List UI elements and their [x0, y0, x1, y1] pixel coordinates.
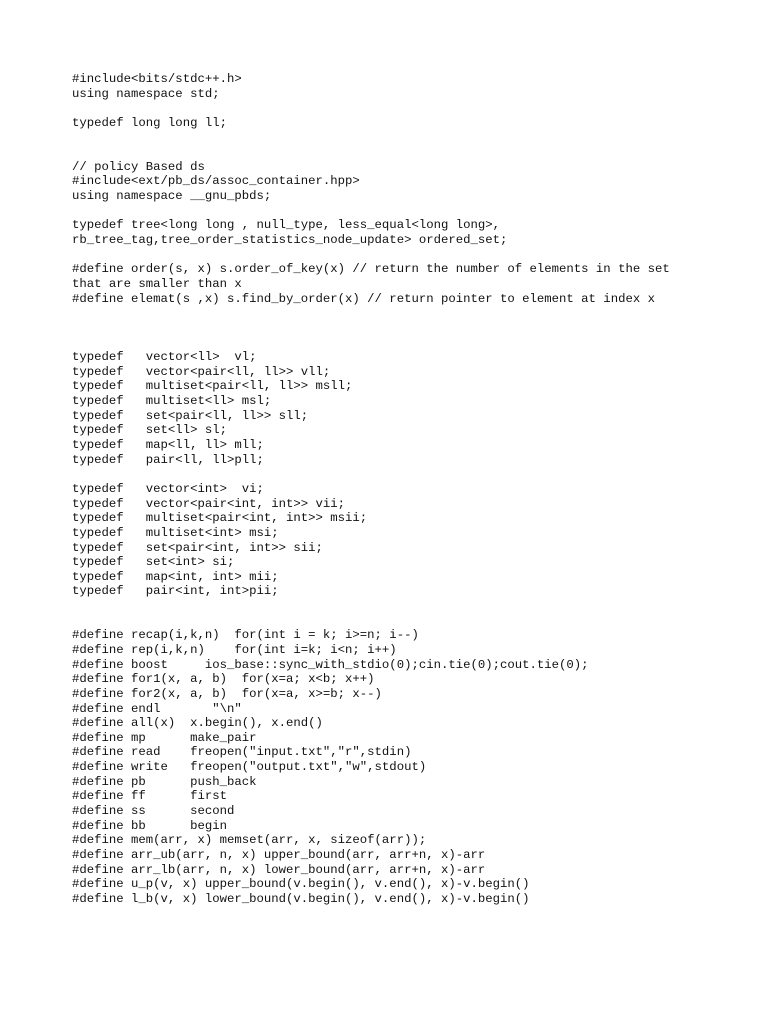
- code-block: [72, 72, 752, 907]
- code-line: [72, 336, 752, 351]
- code-line: #define read freopen("input.txt","r",stdin): [72, 745, 412, 760]
- code-line: typedef tree<long long , null_type, less_equal<long long>,: [72, 218, 501, 233]
- code-line: #define order(s, x) s.order_of_key(x) // return the number of elements in the set: [72, 262, 670, 277]
- code-line: [72, 145, 752, 160]
- code-line: #define write freopen("output.txt","w",stdout): [72, 760, 427, 775]
- code-line: typedef vector<ll> vl;: [72, 350, 257, 365]
- code-line: [72, 131, 752, 146]
- code-line: typedef vector<int> vi;: [72, 481, 264, 496]
- code-line: #define elemat(s ,x) s.find_by_order(x) // return pointer to element at index x: [72, 291, 655, 306]
- code-line: #define all(x) x.begin(), x.end(): [72, 716, 323, 731]
- code-line: typedef set<ll> sl;: [72, 423, 227, 438]
- code-line: #define ff first: [72, 789, 227, 804]
- code-line: [72, 614, 752, 629]
- code-line: [72, 204, 752, 219]
- code-line: typedef vector<pair<ll, ll>> vll;: [72, 364, 331, 379]
- code-line: #define for1(x, a, b) for(x=a; x<b; x++): [72, 672, 375, 687]
- code-line: #define recap(i,k,n) for(int i = k; i>=n; i--): [72, 628, 419, 643]
- code-line: [72, 306, 752, 321]
- code-line: [72, 467, 752, 482]
- code-line: [72, 599, 752, 614]
- code-line: #include<ext/pb_ds/assoc_container.hpp>: [72, 174, 360, 189]
- code-line: [72, 248, 752, 263]
- code-line: #define arr_lb(arr, n, x) lower_bound(arr, arr+n, x)-arr: [72, 862, 486, 877]
- code-line: typedef multiset<pair<int, int>> msii;: [72, 511, 368, 526]
- code-line: using namespace std;: [72, 86, 220, 101]
- code-line: typedef multiset<ll> msl;: [72, 394, 272, 409]
- code-line: typedef long long ll;: [72, 115, 227, 130]
- code-line: typedef vector<pair<int, int>> vii;: [72, 496, 346, 511]
- code-line: typedef multiset<pair<ll, ll>> msll;: [72, 379, 353, 394]
- code-line: #include<bits/stdc++.h>: [72, 72, 242, 86]
- code-line: using namespace __gnu_pbds;: [72, 189, 272, 204]
- code-line: rb_tree_tag,tree_order_statistics_node_update> ordered_set;: [72, 233, 508, 248]
- code-line: #define endl "\n": [72, 701, 242, 716]
- code-line: #define mem(arr, x) memset(arr, x, sizeof(arr));: [72, 833, 427, 848]
- code-line: typedef set<pair<int, int>> sii;: [72, 540, 323, 555]
- code-line: #define pb push_back: [72, 774, 257, 789]
- code-line: #define l_b(v, x) lower_bound(v.begin(), v.end(), x)-v.begin(): [72, 891, 530, 906]
- code-line: #define rep(i,k,n) for(int i=k; i<n; i++): [72, 642, 397, 657]
- code-line: #define bb begin: [72, 818, 227, 833]
- code-line: // policy Based ds: [72, 159, 205, 174]
- code-line: #define u_p(v, x) upper_bound(v.begin(), v.end(), x)-v.begin(): [72, 877, 530, 892]
- code-line: #define arr_ub(arr, n, x) upper_bound(arr, arr+n, x)-arr: [72, 847, 486, 862]
- code-line: typedef pair<ll, ll>pll;: [72, 452, 264, 467]
- code-line: [72, 101, 752, 116]
- code-line: that are smaller than x: [72, 276, 242, 291]
- code-line: typedef multiset<int> msi;: [72, 525, 279, 540]
- code-line: typedef pair<int, int>pii;: [72, 584, 279, 599]
- code-line: #define boost ios_base::sync_with_stdio(0);cin.tie(0);cout.tie(0);: [72, 657, 589, 672]
- code-line: #define ss second: [72, 804, 235, 819]
- code-line: typedef map<ll, ll> mll;: [72, 438, 264, 453]
- code-line: typedef set<pair<ll, ll>> sll;: [72, 408, 309, 423]
- code-line: #define mp make_pair: [72, 730, 257, 745]
- code-line: typedef set<int> si;: [72, 555, 235, 570]
- code-line: #define for2(x, a, b) for(x=a, x>=b; x--): [72, 686, 382, 701]
- code-line: [72, 321, 752, 336]
- code-line: typedef map<int, int> mii;: [72, 569, 279, 584]
